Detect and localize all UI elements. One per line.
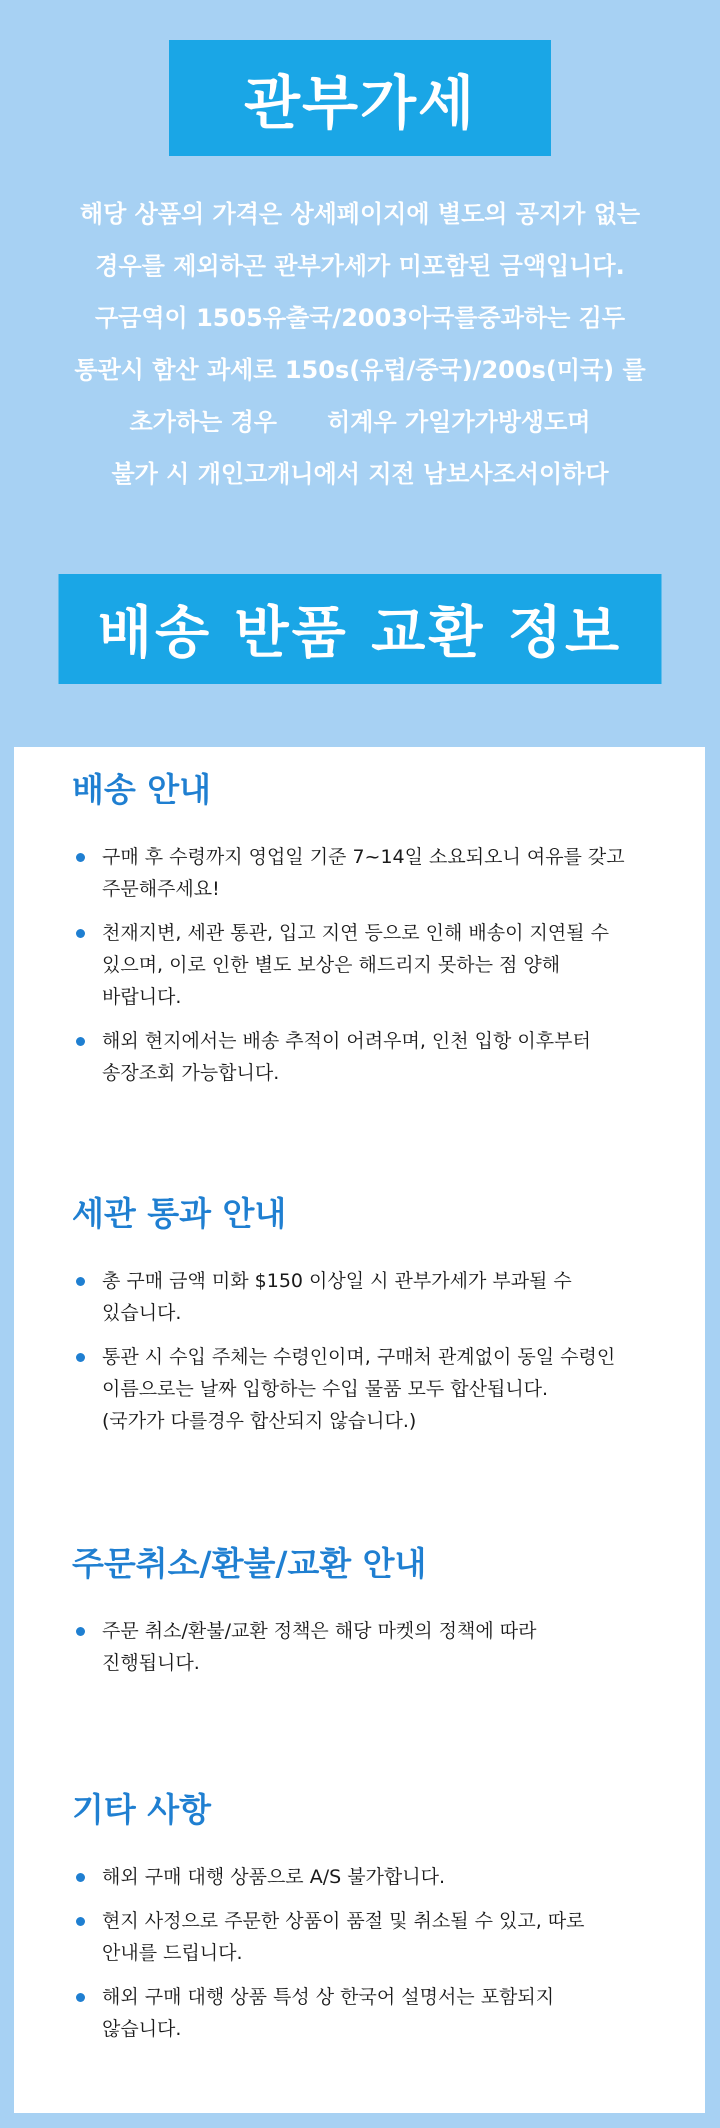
- notice-line: 구금역이 1505유출국/2003아국를중과하는 김두: [94, 304, 625, 332]
- item-list: [76, 1265, 676, 1437]
- section-cancel-refund: [72, 1541, 676, 1691]
- list-item: 천재지변, 세관 통관, 입고 지연 등으로 인해 배송이 지연될 수 있으며, 이로 인한 별도 보상은 해드리지 못하는 점 양해 바랍니다.: [76, 917, 676, 1013]
- section-etc: [72, 1787, 676, 2057]
- list-item: 통관 시 수입 주체는 수령인이며, 구매처 관계없이 동일 수령인 이름으로는 날짜 입항하는 수입 물품 모두 합산됩니다. (국가가 다를경우 합산되지 않습니다.): [76, 1341, 676, 1437]
- list-item: 구매 후 수령까지 영업일 기준 7~14일 소요되오니 여유를 갖고 주문해주세요!: [76, 841, 676, 905]
- section-title: 주문취소/환불/교환 안내: [72, 1544, 427, 1583]
- notice-line: 불가 시 개인고개니에서 지전 남보사조서이하다: [111, 460, 609, 488]
- list-item: 해외 구매 대행 상품 특성 상 한국어 설명서는 포함되지 않습니다.: [76, 1981, 676, 2045]
- notice-line: 초가하는 경우 히계우 가일가가방생도며: [129, 408, 591, 436]
- bullet-icon: [76, 1993, 85, 2002]
- notice-line: 경우를 제외하곤 관부가세가 미포함된 금액입니다.: [95, 252, 625, 280]
- bullet-icon: [76, 929, 85, 938]
- shipping-return-banner: 배송 반품 교환 정보: [59, 574, 662, 684]
- list-item: 해외 현지에서는 배송 추적이 어려우며, 인천 입항 이후부터 송장조회 가능합니다.: [76, 1025, 676, 1089]
- customs-notice: [0, 188, 720, 500]
- bullet-icon: [76, 1277, 85, 1286]
- bullet-icon: [76, 1917, 85, 1926]
- info-panel: [14, 747, 705, 2113]
- notice-line: 통관시 함산 과세로 150s(유럽/중국)/200s(미국) 를: [74, 356, 646, 384]
- bullet-icon: [76, 853, 85, 862]
- bullet-icon: [76, 1353, 85, 1362]
- item-list: [76, 1615, 676, 1679]
- item-list: [76, 1861, 676, 2045]
- bullet-icon: [76, 1627, 85, 1636]
- section-title: 기타 사항: [72, 1790, 212, 1829]
- section-title: 배송 안내: [72, 770, 212, 809]
- list-item: 총 구매 금액 미화 $150 이상일 시 관부가세가 부과될 수 있습니다.: [76, 1265, 676, 1329]
- bullet-icon: [76, 1037, 85, 1046]
- list-item: 주문 취소/환불/교환 정책은 해당 마켓의 정책에 따라 진행됩니다.: [76, 1615, 676, 1679]
- item-list: [76, 841, 676, 1089]
- notice-line: 해당 상품의 가격은 상세페이지에 별도의 공지가 없는: [79, 200, 641, 228]
- customs-banner: 관부가세: [169, 40, 551, 156]
- section-title: 세관 통과 안내: [72, 1194, 287, 1233]
- list-item: 현지 사정으로 주문한 상품이 품절 및 취소될 수 있고, 따로 안내를 드립니다.: [76, 1905, 676, 1969]
- section-customs: [72, 1191, 676, 1449]
- section-shipping: [72, 767, 676, 1101]
- list-item: 해외 구매 대행 상품으로 A/S 불가합니다.: [76, 1861, 676, 1893]
- bullet-icon: [76, 1873, 85, 1882]
